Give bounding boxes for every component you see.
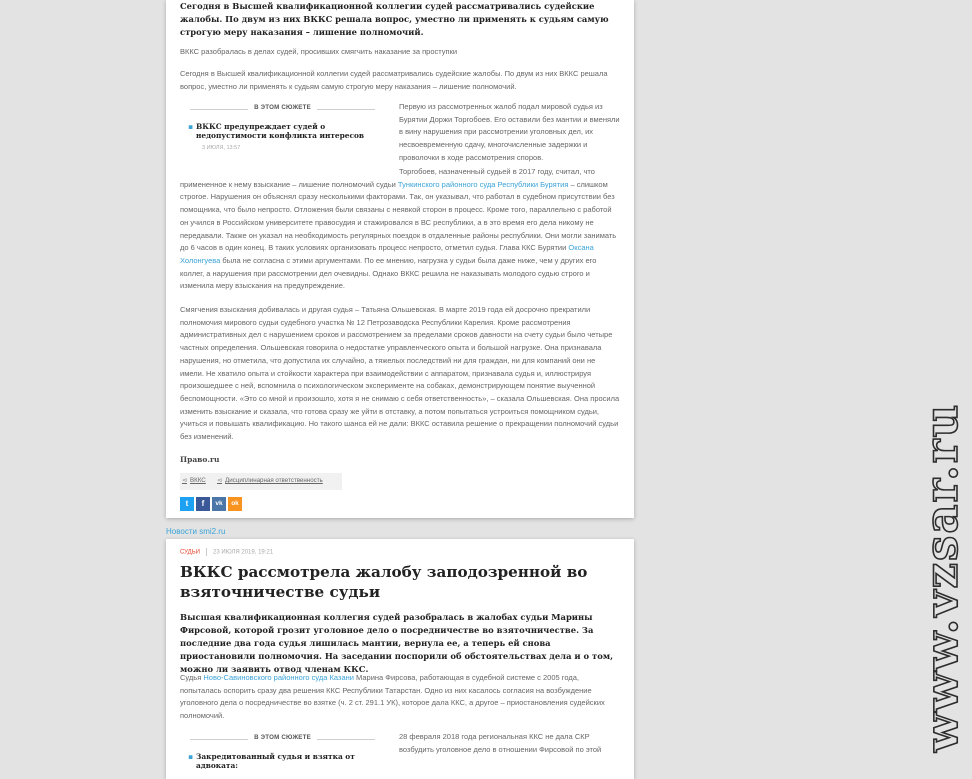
tag-icon: ⊲ xyxy=(182,478,188,484)
twitter-share-icon[interactable]: t xyxy=(180,497,194,511)
person-link[interactable]: Оксана Холонгуева xyxy=(180,243,594,265)
tag-link[interactable]: ⊲ ВККС xyxy=(182,477,206,484)
vk-share-icon[interactable]: vk xyxy=(212,497,226,511)
tag-link[interactable]: ⊲ Дисциплинарная ответственность xyxy=(217,477,323,484)
court-link[interactable]: Тункинского районного суда Республики Бурятия xyxy=(397,179,569,189)
article-paragraph: Смягчения взыскания добивалась и другая судья – Татьяна Ольшевская. В марте 2019 года ей досрочно прекратили полномочия мирового судьи судебного участка № 12 Петрозаводска Республики Карелия. Кроме рассмотрения административных дел с нарушением сроков и рассмотрением за пределами сроков давности на счету судьи было четыре частных определения. Ольшевская говорила о недостатке управленческого опыта и большой нагрузке. Она признавала нарушения, но отметила, что допустила их случайно, а тяжелых последствий ни для граждан, ни для компаний они не имели. Не хватило опыта и стойкости характера при взаимодействии с аппаратом, признавала судья и, иллюстрируя произошедшее с ней, вспомнила о психологическом эксперименте на собаках, демонстрирующем понятие выученной беспомощности. «Это со мной и произошло, хотя я не снимаю с себя ответственность», – сказала Ольшевская. Она просила изменить взыскание и сказала, что готова сразу же уйти в отставку, а потом попытаться устроиться помощником судьи, учиться и повышать квалификацию. Но такого шанса ей не дали: ВККС оставила решение о прекращении полномочий судьи без изменений. xyxy=(180,305,620,442)
related-story-heading: В ЭТОМ СЮЖЕТЕ xyxy=(180,734,385,744)
article-paragraph: 28 февраля 2018 года региональная ККС не дала СКР возбудить уголовное дело в отношении Фирсовой по этой xyxy=(399,732,602,754)
odnoklassniki-share-icon[interactable]: ok xyxy=(228,497,242,511)
related-story-box xyxy=(180,734,385,770)
facebook-share-icon[interactable]: f xyxy=(196,497,210,511)
site-watermark: www.vzsar.ru xyxy=(915,402,968,752)
tag-icon: ⊲ xyxy=(217,478,223,484)
article-card xyxy=(166,539,634,779)
category-link[interactable]: СУДЬИ xyxy=(180,549,200,556)
article-paragraph: Первую из рассмотренных жалоб подал мировой судья из Бурятии Доржи Торгобоев. Его оставили без мантии и вменяли в вину нарушения при рассмотрении уголовных дел, их несвоевременную сдачу, многочисленные задержки и проволочки в ходе рассмотрения споров. xyxy=(399,102,620,162)
article-meta xyxy=(180,548,273,556)
related-story-date: 3 ИЮЛЯ, 13:57 xyxy=(202,145,241,151)
article-lead: Сегодня в Высшей квалификационной коллегии судей рассматривались судейские жалобы. По двум из них ВККС решала вопрос, уместно ли применять к судьям самую строгую меру наказания – лишение полномочий. xyxy=(180,1,609,37)
court-link[interactable]: Ново-Савиновского районного суда Казани xyxy=(203,673,354,682)
news-widget-link[interactable]: Новости smi2.ru xyxy=(166,527,226,536)
article-paragraph: Судья Ново-Савиновского районного суда Казани Марина Фирсова, работающая в судебной системе с 2005 года, попыталась оспорить сразу два решения ККС Республики Татарстан. Одно из них касалось согласия на возбуждение уголовного дела о посредничестве во взятке (ч. 2 ст. 291.1 УК), которое дала ККС, а другое – приостановления судейских полномочий. xyxy=(180,673,605,721)
related-story-heading: В ЭТОМ СЮЖЕТЕ xyxy=(180,104,385,114)
article-paragraph: Торгобоев, назначенный судьей в 2017 году, считал, что примененное к нему взыскание – лишение полномочий судьи Тункинского районного суда Республики Бурятия – слишком строгое. Нарушения он объяснял сразу несколькими факторами. Так, он указывал, что работал в судебном присутствии без помощника, что было непросто. Отложения были связаны с неявкой сторон в процесс. Кроме того, параллельно с работой он учился в Российском университете правосудия и стажировался в ВС республики, а в это время его дела никому не передавали. Также он указал на необходимость регулярных поездок в отдаленные районы республики. Они могли занимать до 6 часов в один конец. В таких условиях организовать процесс непросто, отметил судья. Глава ККС Бурятии Оксана Холонгуева была не согласна с этими аргументами. По ее мнению, нагрузка у судьи была даже ниже, чем у других его коллег, а нарушения при рассмотрении дел очевидны. Однако ВККС решила не наказывать молодого судью строго и изменила меру взыскания на предупреждение. xyxy=(180,167,617,291)
article-card xyxy=(166,0,634,518)
tag-bar xyxy=(180,473,342,490)
article-intro: Сегодня в Высшей квалификационной коллегии судей рассматривались судейские жалобы. По двум из них ВККС решала вопрос, уместно ли применять к судьям самую строгую меру наказания – лишение полномочий. xyxy=(180,69,608,91)
bullet-icon: ▪ xyxy=(188,752,194,761)
article-title[interactable]: ВККС рассмотрела жалобу заподозренной во взяточничестве судьи xyxy=(180,563,588,601)
related-story-link[interactable]: ▪ ВККС предупреждает судей о недопустимости конфликта интересов xyxy=(188,122,365,140)
article-lead: Высшая квалификационная коллегия судей разобралась в жалобах судьи Марины Фирсовой, которой грозит уголовное дело о посредничестве во взяточничестве. За последние два года судья лишилась мантии, вернула ее, а теперь ей снова приостановили полномочия. На заседании поспорили об обстоятельствах дела и о том, можно ли заявить отвод членам ККС. xyxy=(180,612,614,674)
related-story-box xyxy=(180,104,385,151)
bullet-icon: ▪ xyxy=(188,122,194,131)
article-subtitle: ВККС разобралась в делах судей, просивших смягчить наказание за проступки xyxy=(180,47,458,56)
article-source: Право.ru xyxy=(180,455,220,464)
article-date: 23 ИЮЛЯ 2019, 19:21 xyxy=(213,549,274,556)
related-story-link[interactable]: ▪ Закредитованный судья и взятка от адвоката: xyxy=(188,752,355,770)
